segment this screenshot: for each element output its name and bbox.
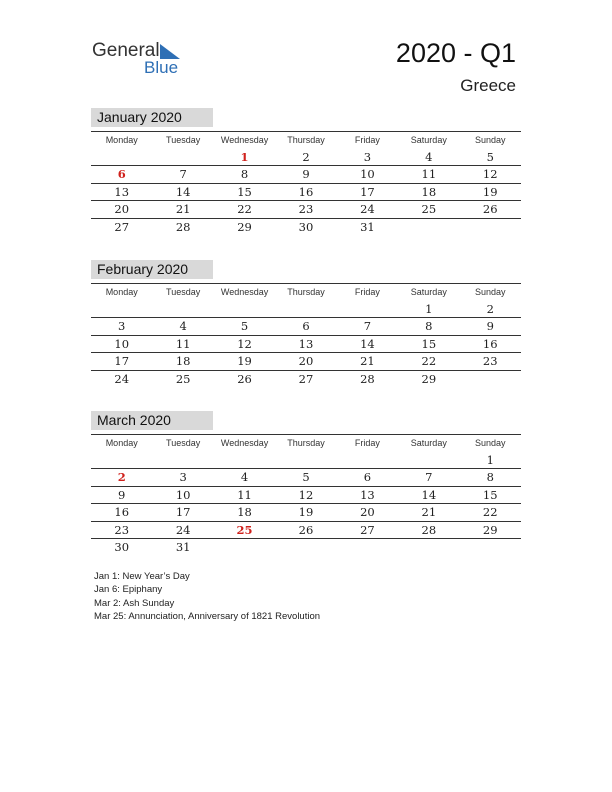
date-cell: 14: [175, 184, 191, 199]
date-cell: 29: [421, 371, 437, 386]
date-cell: 7: [179, 167, 187, 181]
date-cell: 11: [175, 336, 191, 351]
date-cell: 9: [118, 487, 126, 502]
date-cell: 4: [179, 319, 187, 333]
date-cell: [152, 452, 213, 469]
week-row: [91, 522, 521, 540]
date-cell: 2: [117, 470, 126, 484]
month-grid: [91, 283, 521, 387]
date-cell: 19: [237, 354, 252, 368]
date-cell: 24: [114, 371, 130, 386]
date-cell: [337, 301, 398, 318]
date-cell: 6: [363, 470, 372, 484]
date-cell: 13: [360, 487, 375, 502]
logo-general-text: General: [92, 40, 160, 61]
month-block-february: [91, 260, 521, 387]
date-cell: [91, 452, 152, 469]
date-cell: [152, 149, 213, 166]
date-cell: 14: [360, 336, 375, 351]
date-cell: [275, 301, 336, 318]
month-block-january: [91, 108, 521, 235]
page-title: 2020 - Q1: [395, 38, 516, 68]
date-cell: 18: [237, 505, 252, 519]
date-cell: 22: [482, 505, 498, 519]
date-cell: 3: [118, 319, 126, 333]
date-cell: 11: [237, 487, 252, 502]
weekday-label: Friday: [354, 135, 380, 145]
date-cell: [275, 452, 336, 469]
date-cell: 4: [425, 149, 433, 164]
date-cell: 30: [298, 219, 314, 234]
week-row: [91, 318, 521, 336]
date-cell: 22: [421, 354, 437, 368]
weekday-label: Wednesday: [220, 287, 269, 297]
date-cell: [214, 452, 275, 469]
weekday-label: Sunday: [474, 438, 506, 448]
week-row: [91, 219, 521, 236]
date-cell: 16: [114, 505, 130, 519]
date-cell: 25: [175, 371, 191, 386]
weekday-label: Saturday: [410, 287, 447, 297]
holiday-note: Mar 2: Ash Sunday: [94, 597, 175, 609]
date-cell: 16: [298, 184, 314, 199]
date-cell: 26: [482, 202, 498, 216]
date-cell: [214, 539, 275, 556]
month-block-march: [91, 411, 521, 556]
weekday-label: Sunday: [474, 287, 506, 297]
week-row: [91, 487, 521, 505]
weekday-label: Thursday: [287, 287, 325, 297]
date-cell: 31: [360, 219, 375, 234]
weekday-label: Monday: [105, 438, 138, 448]
date-cell: 24: [175, 522, 191, 537]
weekday-label: Friday: [354, 438, 380, 448]
week-row: [91, 301, 521, 319]
date-cell: 12: [482, 167, 498, 181]
weekday-label: Tuesday: [166, 438, 201, 448]
date-cell: 8: [240, 167, 249, 181]
date-cell: [214, 301, 275, 318]
date-cell: 21: [421, 505, 437, 519]
date-cell: [337, 539, 398, 556]
date-cell: 23: [114, 522, 130, 537]
date-cell: [91, 149, 152, 166]
date-cell: 28: [175, 219, 191, 234]
date-cell: 7: [425, 470, 433, 484]
weekday-header-row: [91, 284, 521, 301]
date-cell: [460, 539, 521, 556]
date-cell: 14: [421, 487, 437, 502]
date-cell: 15: [421, 336, 437, 351]
month-grid: [91, 434, 521, 556]
weekday-label: Sunday: [474, 135, 506, 145]
week-row: [91, 201, 521, 219]
date-cell: 8: [486, 470, 494, 484]
date-cell: 23: [298, 202, 314, 216]
date-cell: 15: [482, 487, 498, 502]
date-cell: 26: [298, 522, 314, 537]
date-cell: 17: [114, 354, 130, 368]
weekday-label: Saturday: [410, 438, 447, 448]
month-title: January 2020: [91, 108, 213, 127]
date-cell: 19: [482, 184, 498, 199]
date-cell: 9: [486, 319, 494, 333]
date-cell: 6: [302, 319, 310, 333]
week-row: [91, 336, 521, 354]
weekday-label: Thursday: [287, 438, 325, 448]
weekday-header-row: [91, 132, 521, 149]
date-cell: 2: [302, 149, 310, 164]
holiday-note: Jan 6: Epiphany: [94, 584, 163, 596]
weekday-label: Monday: [105, 287, 138, 297]
date-cell: 20: [114, 202, 130, 216]
date-cell: 20: [360, 505, 375, 519]
month-grid: [91, 131, 521, 235]
week-row: [91, 539, 521, 556]
date-cell: 5: [302, 470, 310, 484]
date-cell: 19: [298, 505, 314, 519]
date-cell: 1: [425, 301, 433, 316]
weekday-label: Wednesday: [220, 438, 269, 448]
date-cell: 23: [482, 354, 498, 368]
country-name: Greece: [460, 76, 516, 95]
logo-blue-text: Blue: [144, 58, 179, 77]
date-cell: [398, 452, 459, 469]
date-cell: [460, 371, 521, 388]
date-cell: 10: [114, 336, 130, 351]
date-cell: 28: [360, 371, 375, 386]
date-cell: 2: [486, 301, 494, 316]
date-cell: 21: [175, 202, 191, 216]
weekday-label: Monday: [105, 135, 138, 145]
date-cell: 10: [175, 487, 191, 502]
holiday-notes: [94, 570, 320, 623]
date-cell: [152, 301, 213, 318]
date-cell: [91, 301, 152, 318]
date-cell: 12: [298, 487, 314, 502]
month-title: February 2020: [91, 260, 213, 279]
date-cell: 27: [114, 219, 130, 234]
holiday-note: Jan 1: New Year’s Day: [94, 571, 190, 582]
date-cell: 10: [360, 167, 375, 181]
week-row: [91, 504, 521, 522]
date-cell: 5: [486, 149, 494, 164]
date-cell: 30: [114, 540, 130, 554]
weekday-label: Tuesday: [166, 287, 201, 297]
date-cell: 22: [237, 202, 252, 216]
date-cell: 17: [175, 505, 191, 519]
week-row: [91, 371, 521, 388]
date-cell: 16: [482, 336, 498, 351]
date-cell: 13: [114, 184, 130, 199]
date-cell: 27: [360, 522, 375, 537]
weekday-label: Thursday: [287, 135, 325, 145]
date-cell: 18: [175, 354, 191, 368]
date-cell: 25: [236, 522, 253, 537]
date-cell: [398, 539, 459, 556]
weekday-label: Tuesday: [166, 135, 201, 145]
date-cell: 11: [421, 167, 437, 181]
date-cell: 27: [298, 371, 314, 386]
date-cell: 21: [360, 354, 375, 368]
date-cell: 15: [237, 184, 252, 199]
date-cell: 1: [486, 452, 494, 467]
generalblue-logo: [92, 40, 192, 80]
week-row: [91, 149, 521, 167]
date-cell: 8: [425, 319, 433, 333]
month-title: March 2020: [91, 411, 213, 430]
holiday-note: Mar 25: Annunciation, Anniversary of 1821 Revolution: [94, 610, 321, 622]
weekday-header-row: [91, 435, 521, 452]
date-cell: 6: [117, 167, 126, 181]
date-cell: 12: [237, 336, 252, 351]
week-row: [91, 184, 521, 202]
date-cell: [460, 219, 521, 236]
date-cell: 1: [240, 149, 249, 164]
date-cell: 20: [298, 354, 314, 368]
date-cell: 3: [179, 470, 187, 484]
date-cell: 3: [363, 149, 372, 164]
date-cell: 17: [360, 184, 375, 199]
date-cell: 28: [421, 522, 437, 537]
date-cell: 13: [298, 336, 314, 351]
weekday-label: Saturday: [410, 135, 447, 145]
date-cell: 29: [482, 522, 498, 537]
date-cell: 4: [240, 470, 249, 484]
date-cell: [337, 452, 398, 469]
date-cell: 18: [421, 184, 437, 199]
date-cell: 9: [302, 167, 310, 181]
date-cell: 24: [360, 202, 375, 216]
week-row: [91, 353, 521, 371]
week-row: [91, 452, 521, 470]
date-cell: 31: [175, 540, 191, 554]
weekday-label: Wednesday: [220, 135, 269, 145]
date-cell: 5: [240, 319, 249, 333]
date-cell: 26: [237, 371, 252, 386]
date-cell: 7: [363, 319, 372, 333]
week-row: [91, 166, 521, 184]
date-cell: [398, 219, 459, 236]
date-cell: [275, 539, 336, 556]
week-row: [91, 469, 521, 487]
date-cell: 29: [237, 219, 252, 234]
date-cell: 25: [421, 202, 437, 216]
weekday-label: Friday: [354, 287, 380, 297]
